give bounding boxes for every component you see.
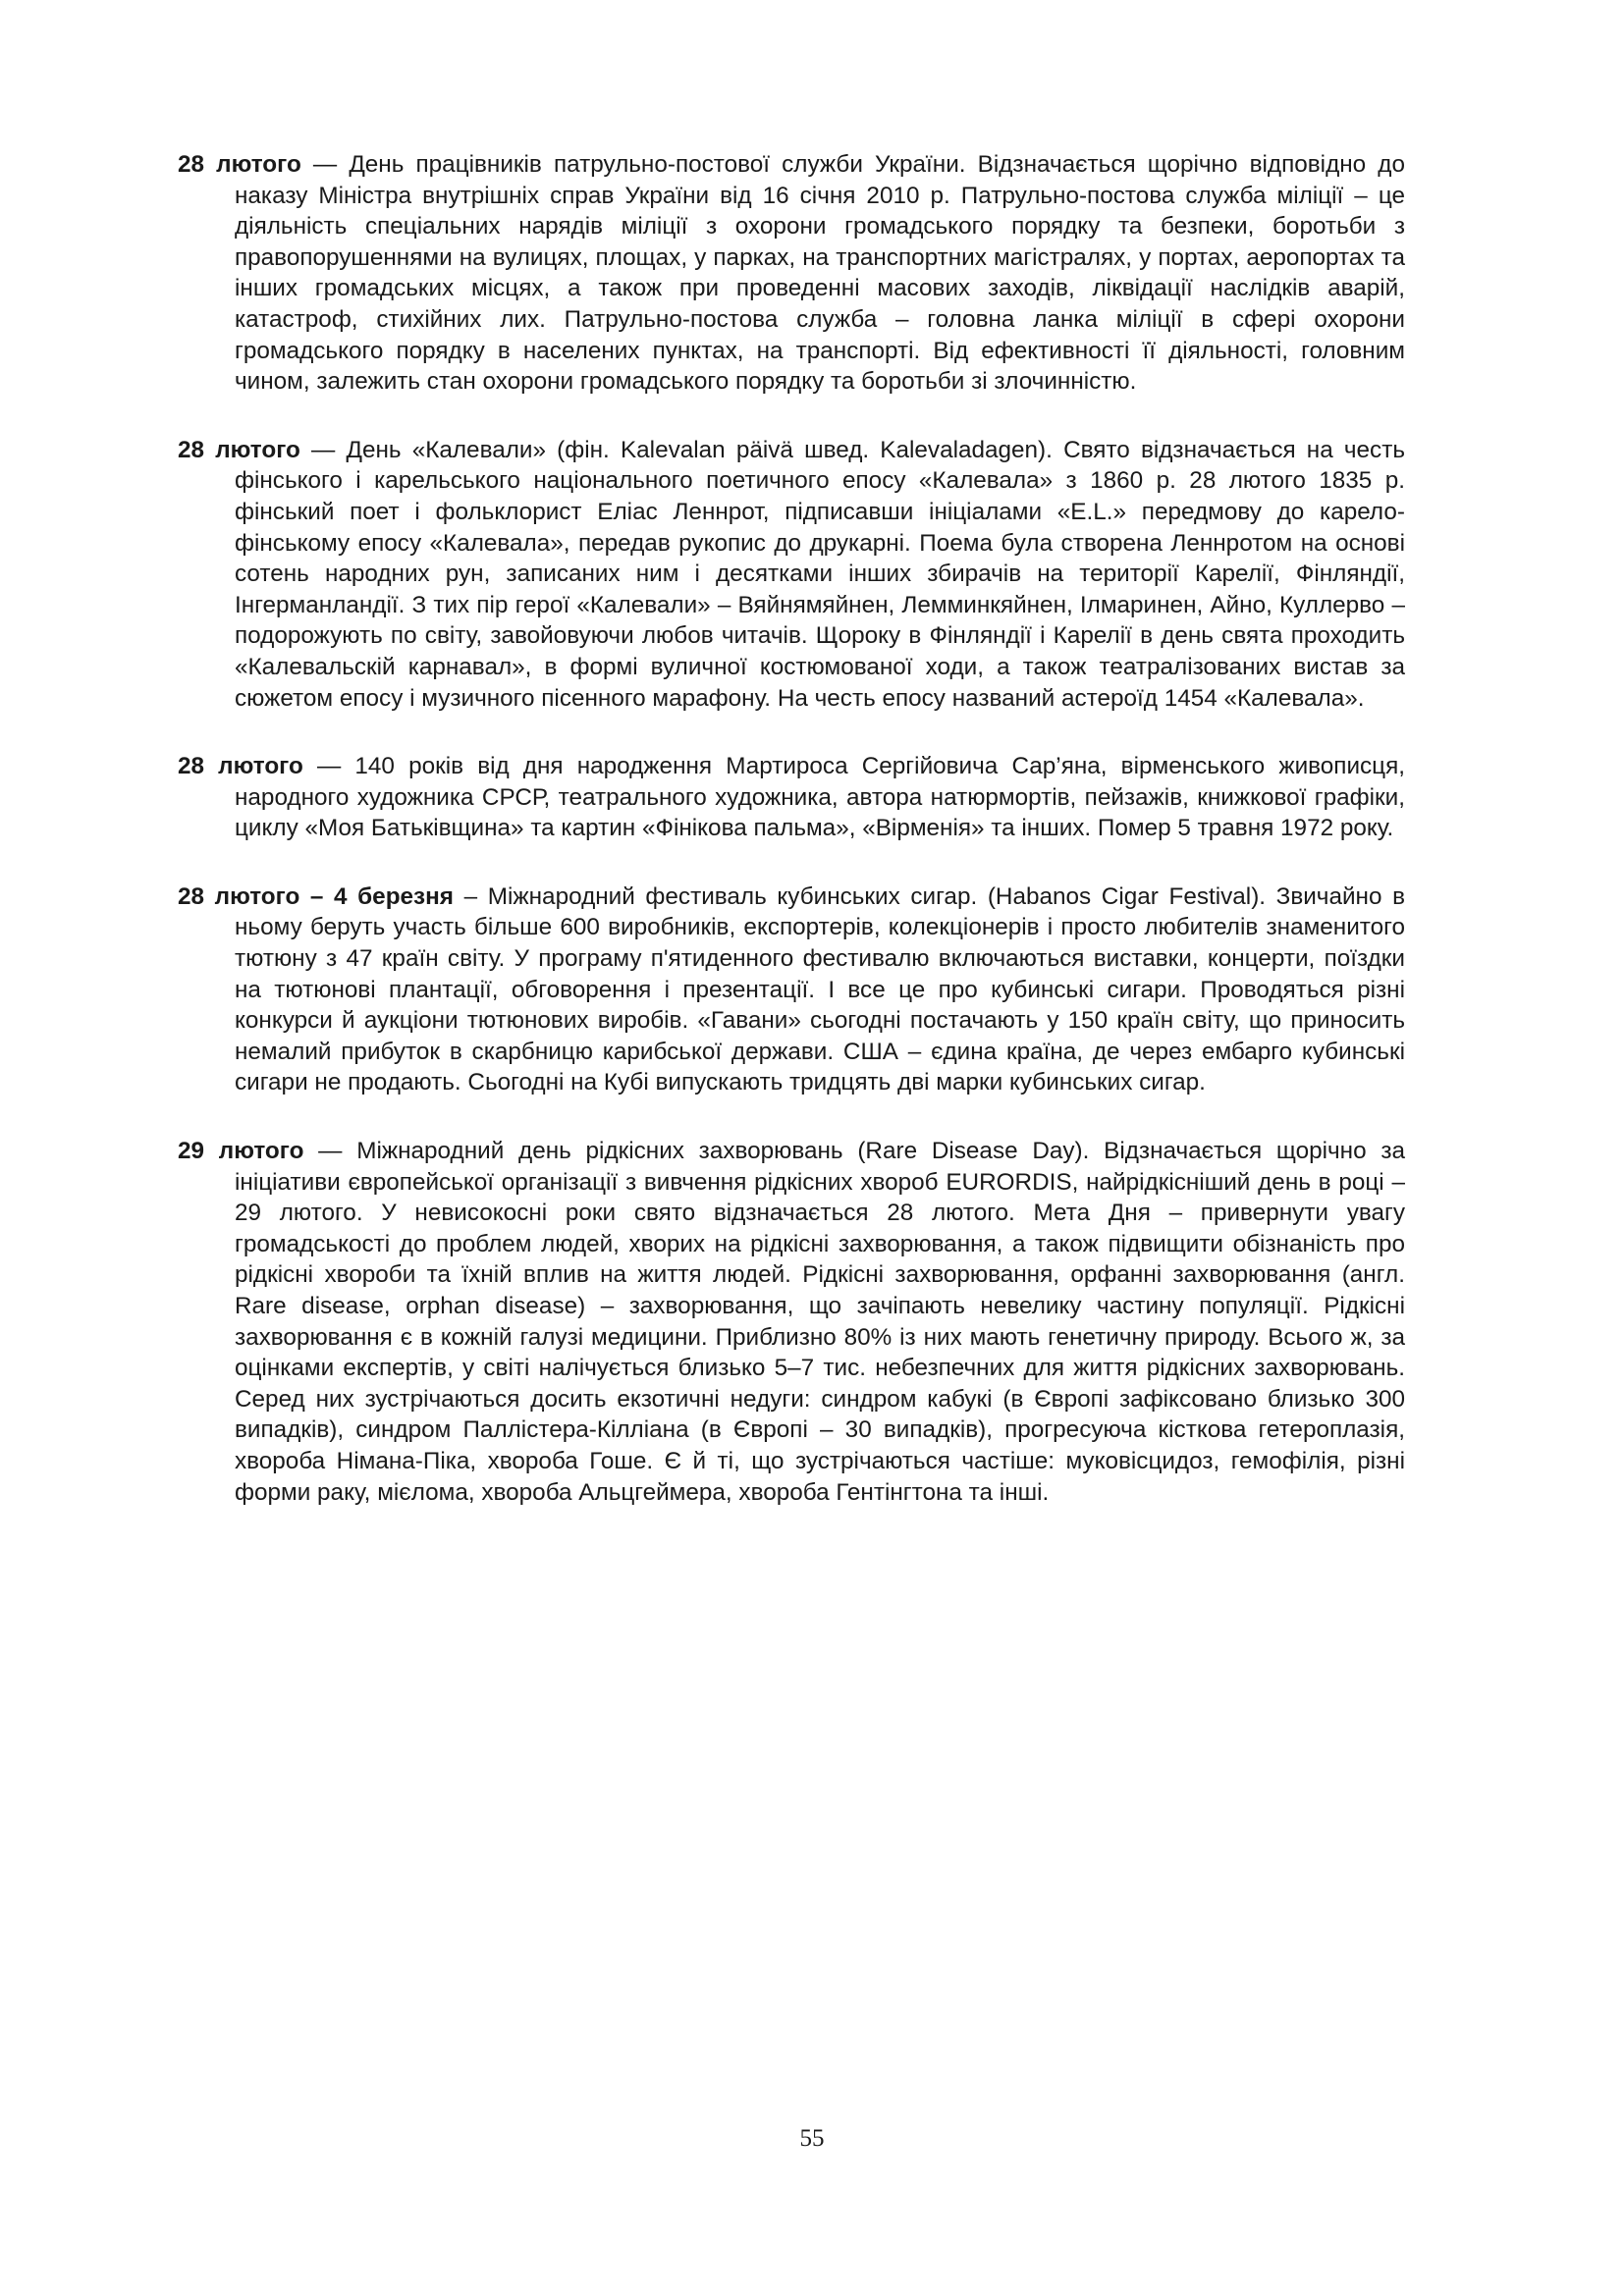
entry-separator: — [299, 436, 347, 463]
entry-text: Міжнародний фестиваль кубинських сигар. (Habanos Cigar Festival). Звичайно в ньому беруть участь більше 600 виробників, експортерів, колекціонерів і просто любителів знаменитого тютюну з 47 країн світу. У програму п'ятиденного фестивалю включаються виставки, концерти, поїздки на тютюнові плантації, обговорення і презентації. І все це про кубинські сигари. Проводяться різні конкурси й аукціони тютюнових виробів. «Гавани» сьогодні постачають у 150 країн світу, що приносить немалий прибуток в скарбницю карибської держави. США – єдина країна, де через ембарго кубинські сигари не продають. Сьогодні на Кубі випускають тридцять дві марки кубинських сигар. [235, 882, 1406, 1096]
entry-separator: — [302, 753, 355, 780]
calendar-entry [178, 1136, 1405, 1508]
entry-text: Міжнародний день рідкісних захворювань (Rare Disease Day). Відзначається щорічно за ініціативи європейської організації з вивчення рідкісних хвороб EURORDIS, найрідкісніший день в році – 29 лютого. У невисокосні роки свято відзначається 28 лютого. Мета Дня – привернути увагу громадськості до проблем людей, хворих на рідкісні захворювання, а також підвищити обізнаність про рідкісні хвороби та їхній вплив на життя людей. Рідкісні захворювання, орфанні захворювання (англ. Rare disease, orphan disease) – захворювання, що зачіпають невелику частину популяції. Рідкісні захворювання є в кожній галузі медицини. Приблизно 80% із них мають генетичну природу. Всього ж, за оцінками експертів, у світі налічується близько 5–7 тис. небезпечних для життя рідкісних захворювань. Серед них зустрічаються досить екзотичні недуги: синдром кабукі (в Європі зафіксовано близько 300 випадків), синдром Паллістера-Кілліана (в Європі – 30 випадків), прогресуюча кісткова гетероплазія, хвороба Німана-Піка, хвороба Гоше. Є й ті, що зустрічаються частіше: муковісцидоз, гемофілія, різні форми раку, мієлома, хвороба Альцгеймера, хвороба Гентінгтона та інші. [235, 1138, 1405, 1506]
calendar-entry [178, 149, 1405, 398]
entry-separator: — [303, 1138, 357, 1165]
entry-separator: – [453, 882, 488, 910]
entry-separator: — [300, 151, 350, 178]
entry-date: 29 лютого [178, 1138, 304, 1165]
entry-text: День працівників патрульно-постової служби України. Відзначається щорічно відповідно до наказу Міністра внутрішніх справ України від 16 січня 2010 р. Патрульно-постова служба міліції – це діяльність спеціальних нарядів міліції з охорони громадського порядку та безпеки, боротьби з правопорушеннями на вулицях, площах, у парках, на транспортних магістралях, у портах, аеропортах та інших громадських місцях, а також при проведенні масових заходів, ліквідації наслідків аварій, катастроф, стихійних лих. Патрульно-постова служба – головна ланка міліції в сфері охорони громадського порядку в населених пунктах, на транспорті. Від ефективності її діяльності, головним чином, залежить стан охорони громадського порядку та боротьби зі злочинністю. [235, 151, 1405, 396]
calendar-entry [178, 435, 1405, 714]
page-content [178, 149, 1405, 1545]
entry-text: 140 років від дня народження Мартироса Сергійовича Сар’яна, вірменського живописця, народного художника СРСР, театрального художника, автора натюрмортів, пейзажів, книжкової графіки, циклу «Моя Батьківщина» та картин «Фінікова пальма», «Вірменія» та інших. Помер 5 травня 1972 року. [235, 753, 1405, 842]
entry-text: День «Калевали» (фін. Kalevalan päivä швед. Kalevaladagen). Свято відзначається на честь фінського і карельського національного поетичного епосу «Калевала» з 1860 р. 28 лютого 1835 р. фінський поет і фольклорист Еліас Леннрот, підписавши ініціалами «E.L.» передмову до карело-фінському епосу «Калевала», передав рукопис до друкарні. Поема була створена Леннротом на основі сотень народних рун, записаних ним і десятками інших збирачів на території Карелії, Фінляндії, Інгерманландії. З тих пір герої «Калевали» – Вяйнямяйнен, Лемминкяйнен, Ілмаринен, Айно, Куллерво – подорожують по світу, завойовуючи любов читачів. Щороку в Фінляндії і Карелії в день свята проходить «Калевальскій карнавал», в формі вуличної костюмованої ходи, а також театралізованих вистав за сюжетом епосу і музичного пісенного марафону. На честь епосу названий астероїд 1454 «Калевала». [235, 436, 1405, 712]
page-number: 55 [799, 2125, 825, 2152]
entry-date: 28 лютого [178, 151, 301, 178]
calendar-entry [178, 751, 1405, 844]
entry-date: 28 лютого [178, 753, 303, 780]
calendar-entry [178, 881, 1405, 1098]
entry-date: 28 лютого [178, 436, 300, 463]
entry-date: 28 лютого – 4 березня [178, 882, 454, 910]
